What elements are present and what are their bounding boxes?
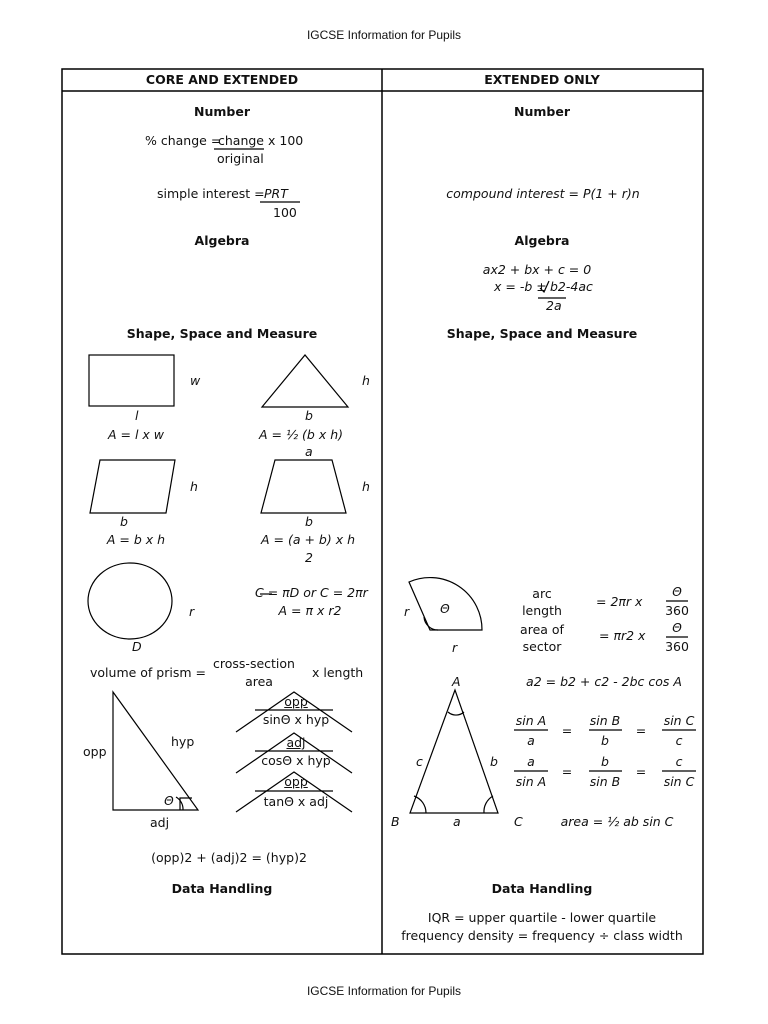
right-tri-theta: Θ [164,793,174,808]
prism-area: area [245,674,273,689]
arc-length-denominator: 360 [665,603,689,618]
trap-base-label: b [305,514,313,529]
para-area-formula: A = b x h [106,532,166,547]
sine-rule-alt-eq-1: = [561,764,573,779]
circle-radius-label: r [189,604,195,619]
trapezium-shape [261,460,346,513]
circle-area-formula: A = π x r2 [278,603,342,618]
arc-length-numerator: Θ [672,584,682,599]
prism-volume-lhs: volume of prism = [90,665,206,680]
tri-vertex-B: B [391,814,400,829]
general-triangle [410,690,498,813]
sector-area-numerator: Θ [672,620,682,635]
simple-interest-denominator: 100 [273,205,297,220]
rect-area-formula: A = l x w [107,427,165,442]
tri-side-b: b [490,754,498,769]
tan-triangle-bottom: tanΘ x adj [263,794,329,809]
page-footer: IGCSE Information for Pupils [306,984,462,998]
sine-rule-alt-1-den: sin A [515,774,547,789]
sin-triangle-bottom: sinΘ x hyp [262,712,330,727]
rectangle-shape [89,355,174,406]
simple-interest-numerator: PRT [264,186,288,201]
sine-rule-2-num: sin B [589,713,621,728]
sine-rule-alt-2-num: b [601,754,609,769]
right-tri-opp-label: opp [83,744,107,759]
quadratic-root: b2-4ac [550,279,593,294]
sector-radius-bottom: r [452,640,458,655]
sector-area-denominator: 360 [665,639,689,654]
cos-triangle-bottom: cosΘ x hyp [261,753,331,768]
prism-cross-section: cross-section [213,656,295,671]
sector-area-line1: area of [520,622,564,637]
right-tri-hyp-label: hyp [171,734,195,749]
trap-top-label: a [305,444,313,459]
tri-side-c: c [416,754,423,769]
percent-change-multiplier: x 100 [268,133,304,148]
triangle-shape [262,355,348,407]
frequency-density-formula: frequency density = frequency ÷ class width [401,928,683,943]
sine-rule-alt-3-den: sin C [663,774,695,789]
compound-interest-formula: compound interest = P(1 + r)n [446,186,640,201]
right-ssm-title: Shape, Space and Measure [446,326,638,341]
quadratic-equation: ax2 + bx + c = 0 [482,262,592,277]
right-triangle-shape [113,692,198,810]
left-ssm-title: Shape, Space and Measure [126,326,318,341]
right-data-title: Data Handling [491,881,593,896]
page-header: IGCSE Information for Pupils [306,28,462,42]
percent-change-lhs: % change = [145,133,222,148]
right-tri-adj-label: adj [150,815,170,830]
circle-diameter-label: D [132,639,142,654]
arc-length-line2: length [522,603,562,618]
trap-height-label: h [362,479,370,494]
tri-area-formula: A = ½ (b x h) [258,427,344,442]
para-height-label: h [190,479,198,494]
sine-rule-alt-2-den: sin B [589,774,621,789]
circumference-formula: C = πD or C = 2πr [255,585,368,600]
rect-width-label: w [190,373,201,388]
left-column-heading: CORE AND EXTENDED [145,72,299,87]
cosine-rule: a2 = b2 + c2 - 2bc cos A [526,674,682,689]
circle-shape [88,563,172,639]
left-number-title: Number [194,104,250,119]
sector-area-line2: sector [522,639,562,654]
sine-rule-alt-eq-2: = [635,764,647,779]
sine-rule-2-den: b [601,733,609,748]
sector-theta: Θ [440,601,450,616]
sector-area-equals: = πr2 x [599,628,646,643]
left-data-title: Data Handling [171,881,273,896]
right-algebra-title: Algebra [514,233,570,248]
sine-rule-eq-2: = [635,723,647,738]
sine-rule-alt-3-num: c [675,754,683,769]
tri-vertex-A: A [452,674,461,689]
right-number-title: Number [514,104,570,119]
simple-interest-lhs: simple interest = [157,186,265,201]
trap-area-formula: A = (a + b) x h [260,532,356,547]
sine-rule-1-den: a [527,733,535,748]
rect-length-label: l [135,408,139,423]
sine-rule-3-num: sin C [663,713,695,728]
right-column-heading: EXTENDED ONLY [484,72,600,87]
cos-triangle-top: adj [286,735,306,750]
triangle-area-formula: area = ½ ab sin C [560,814,674,829]
prism-length: x length [312,665,364,680]
arc-length-line1: arc [532,586,552,601]
sector-radius-left: r [404,604,410,619]
trap-area-denominator: 2 [305,550,313,565]
quadratic-denominator: 2a [546,298,562,313]
arc-length-equals: = 2πr x [596,594,643,609]
percent-change-denominator: original [217,151,264,166]
sin-triangle-top: opp [284,694,308,709]
parallelogram-shape [90,460,175,513]
iqr-formula: IQR = upper quartile - lower quartile [427,910,657,925]
sine-rule-1-num: sin A [515,713,547,728]
tri-vertex-C: C [514,814,523,829]
pythagoras-formula: (opp)2 + (adj)2 = (hyp)2 [151,850,307,865]
tri-base-label: b [305,408,313,423]
sine-rule-alt-1-num: a [527,754,535,769]
para-base-label: b [120,514,128,529]
tri-side-a: a [453,814,461,829]
percent-change-numerator: change [218,133,265,148]
quadratic-x-lhs: x = -b ± [494,279,547,294]
sine-rule-eq-1: = [561,723,573,738]
tan-triangle-top: opp [284,774,308,789]
tri-height-label: h [362,373,370,388]
sine-rule-3-den: c [675,733,683,748]
left-algebra-title: Algebra [194,233,250,248]
